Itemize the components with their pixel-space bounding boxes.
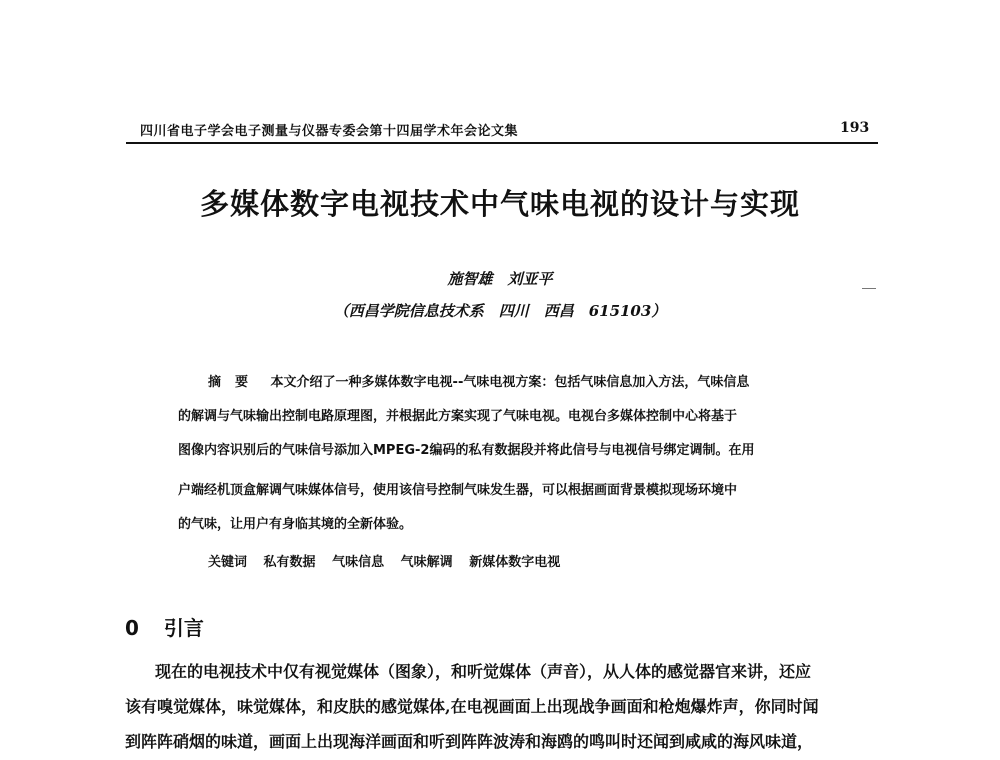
keywords: [208, 551, 560, 570]
keyword-item: 气味信息: [332, 555, 385, 570]
body-line-1: 现在的电视技术中仅有视觉媒体（图象），和听觉媒体（声音），从人体的感觉器官来讲，还应: [155, 662, 812, 681]
body-line-2: 该有嗅觉媒体，味觉媒体，和皮肤的感觉媒体,在电视画面上出现战争画面和枪炮爆炸声，你同时闻: [125, 697, 819, 716]
section-heading: [125, 612, 204, 641]
abstract-line-5: 的气味，让用户有身临其境的全新体验。: [178, 517, 413, 532]
paper-authors: 施智雄 刘亚平: [447, 270, 553, 288]
keyword-item: 私有数据: [263, 555, 316, 570]
body-line-3: 到阵阵硝烟的味道，画面上出现海洋画面和听到阵阵波涛和海鸥的鸣叫时还闻到咸咸的海风味道，: [125, 732, 814, 751]
keyword-item: 新媒体数字电视: [469, 555, 561, 570]
abstract-line-3: 图像内容识别后的气味信号添加入MPEG-2编码的私有数据段并将此信号与电视信号绑定调制。在用: [178, 443, 755, 458]
abstract-line-4: 户端经机顶盒解调气味媒体信号，使用该信号控制气味发生器，可以根据画面背景模拟现场环境中: [178, 483, 738, 498]
paper-title: 多媒体数字电视技术中气味电视的设计与实现: [199, 187, 800, 221]
keyword-item: 气味解调: [400, 555, 453, 570]
abstract-label: 摘要: [208, 375, 263, 390]
keywords-label: 关键词: [208, 555, 248, 570]
paper-affiliation: （西昌学院信息技术系 四川 西昌 615103）: [333, 302, 667, 320]
section-number: 0: [125, 616, 139, 640]
section-title: 引言: [163, 616, 204, 640]
abstract-text: 本文介绍了一种多媒体数字电视--气味电视方案：包括气味信息加入方法，气味信息: [270, 375, 750, 390]
abstract-line-1: [208, 366, 828, 400]
abstract-line-2: 的解调与气味输出控制电路原理图，并根据此方案实现了气味电视。电视台多媒体控制中心将基于: [178, 409, 738, 424]
running-header-proceedings: 四川省电子学会电子测量与仪器专委会第十四届学术年会论文集: [140, 124, 519, 139]
page-number: 193: [840, 120, 870, 136]
header-rule: [126, 142, 878, 144]
scan-mark: [862, 288, 876, 289]
